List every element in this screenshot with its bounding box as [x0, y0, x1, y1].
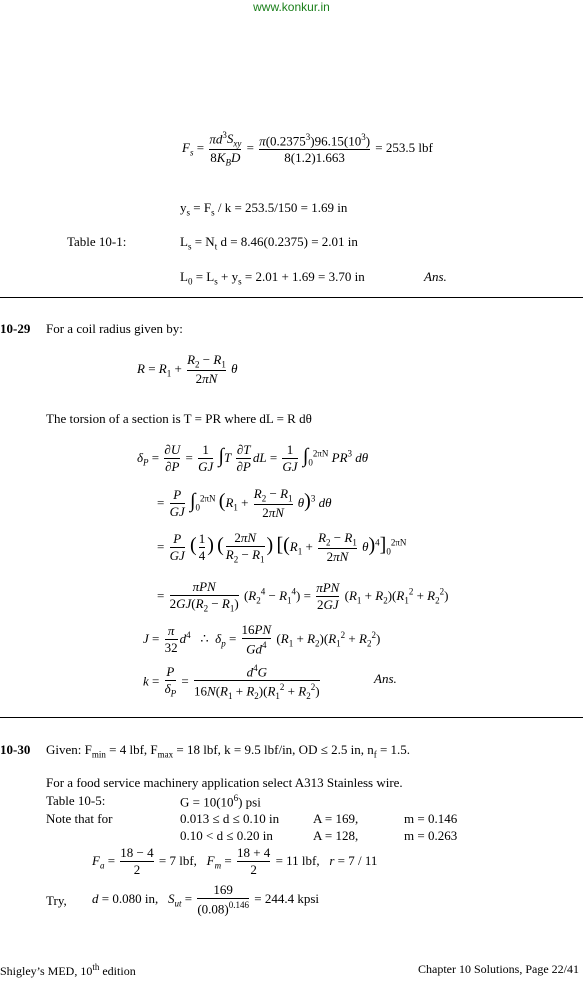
- sut-result: = 244.4 kpsi: [254, 891, 319, 907]
- fs-equation: $F_s$ = $\frac{\pi d^3S_{xy}}{8K_BD}$ = $\frac{\pi(0.2375^3)96.15(10^3)}{8(1.2)1.663}$ = 253.5 lbf: [182, 130, 433, 168]
- sut-equation: d = 0.080 in, $S_{ut}$ = $\frac{169}{(0.08)^{0.146}}$ = 244.4 kpsi: [92, 882, 319, 917]
- section-divider: [0, 297, 583, 298]
- ans-label-2: Ans.: [374, 671, 397, 686]
- problem-number: 10-29: [0, 321, 31, 336]
- ans-label: Ans.: [424, 269, 447, 284]
- note-text: Note that for: [46, 811, 113, 826]
- deflection-eq-3: = $\frac{P}{GJ}$ ( $\frac{1}{4}$ ) ( $\frac{2\pi N}{R_2 - R_1}$ ) [($R_1$ + $\frac{R_2 - R_1}{2\pi N}$ $\theta)^4]_0^{2\pi N}$: [157, 530, 407, 565]
- a-value-1: A = 169,: [313, 811, 359, 826]
- footer-right: Chapter 10 Solutions, Page 22/41: [418, 962, 579, 976]
- try-label: Try,: [46, 893, 67, 908]
- deflection-eq-2: = $\frac{P}{GJ}$ $\int_0^{2\pi N}$ ($R_1$ + $\frac{R_2 - R_1}{2\pi N}$ θ)$^3$ dθ: [157, 486, 332, 520]
- fs-result: = 253.5 lbf: [375, 140, 433, 156]
- torsion-text: The torsion of a section is T = PR where dL = R dθ: [46, 411, 312, 426]
- a-value-2: A = 128,: [313, 828, 359, 843]
- table-10-5-ref: Table 10-5:: [46, 793, 106, 808]
- deflection-eq-1: $\delta_P$ = $\frac{\partial U}{\partial P}$ = $\frac{1}{GJ}$ ∫T $\frac{\partial T}{\partial P}$ dL = $\frac{1}{GJ}$ $\int_0^{2\pi N}$ $PR^3$ dθ: [137, 442, 369, 474]
- m-value-2: m = 0.263: [404, 828, 458, 843]
- ys-line: $y_s = F_s / k = 253.5/150 = 1.69$ in: [180, 200, 348, 218]
- spring-rate-eq: k = $\frac{P}{\delta_P}$ = $\frac{d^4G}{16N(R_1 + R_2)(R_1^2 + R_2^2)}$: [143, 663, 320, 702]
- shear-modulus: $G = 10(10^6)$ psi: [180, 793, 261, 810]
- problem-intro: For a coil radius given by:: [46, 321, 183, 336]
- range-1: 0.013 ≤ d ≤ 0.10 in: [180, 811, 280, 826]
- material-line: For a food service machinery application select A313 Stainless wire.: [46, 775, 403, 790]
- given-line: Given: $F_{min} = 4$ lbf, $F_{max} = 18$ lbf, k = 9.5 lbf/in, OD ≤ 2.5 in, $n_f = 1.5$.: [46, 742, 411, 760]
- ls-line: $L_s = N_t$ d = 8.46(0.2375) = 2.01 in: [180, 234, 358, 252]
- l0-line: $L_0 = L_s + y_s = 2.01 + 1.69 = 3.70$ in: [180, 269, 365, 287]
- problem-number-2: 10-30: [0, 742, 31, 757]
- header-url[interactable]: www.konkur.in: [253, 0, 330, 14]
- table-10-1-ref: Table 10-1:: [67, 234, 127, 249]
- section-divider-2: [0, 717, 583, 718]
- m-value-1: m = 0.146: [404, 811, 458, 826]
- footer-left: Shigley’s MED, 10th edition: [0, 962, 136, 978]
- force-amplitudes-eq: $F_a$ = $\frac{18 - 4}{2}$ = 7 lbf, $F_m$ = $\frac{18 + 4}{2}$ = 11 lbf, r = 7 / 11: [92, 845, 378, 877]
- polar-moment-eq: J = $\frac{\pi}{32}$ $d^4$ ∴ $\delta_p$ = $\frac{16PN}{Gd^4}$ $(R_1 + R_2)(R_1^2 + R_2^2)$: [143, 622, 381, 657]
- radius-equation: $R = R_1$ + $\frac{R_2 - R_1}{2\pi N}$ θ: [137, 352, 238, 386]
- range-2: 0.10 < d ≤ 0.20 in: [180, 828, 273, 843]
- deflection-eq-4: = $\frac{\text{πPN}}{2GJ(R_2 - R_1)}$ $(R_2^4 - R_1^4)$ = $\frac{\text{πPN}}{2GJ}$ $(R_1 + R_2)(R_1^2 + R_2^2)$: [157, 579, 449, 614]
